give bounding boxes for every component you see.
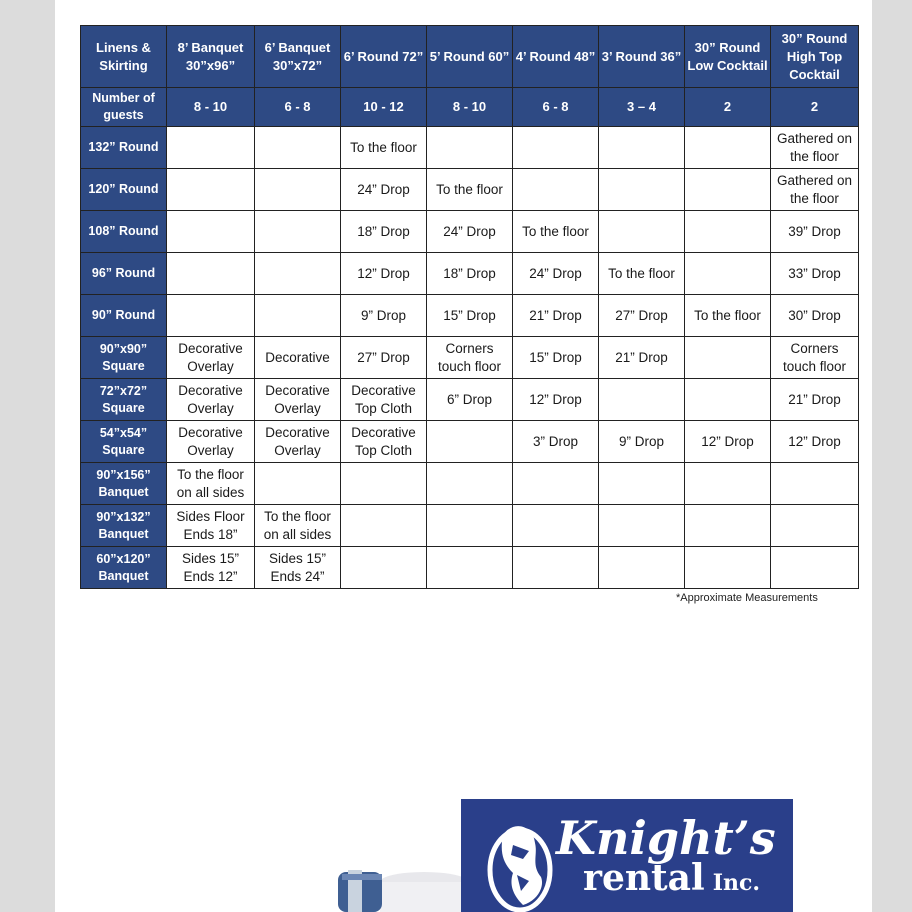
column-header: 6’ Banquet 30”x72”	[255, 26, 341, 88]
drop-cell	[167, 253, 255, 295]
drop-cell	[167, 127, 255, 169]
column-header: 4’ Round 48”	[513, 26, 599, 88]
drop-cell	[685, 127, 771, 169]
drop-cell: Corners touch floor	[771, 337, 859, 379]
knights-rental-logo	[461, 799, 793, 912]
drop-cell: 27” Drop	[599, 295, 685, 337]
drop-cell: 21” Drop	[513, 295, 599, 337]
corner-header: Linens & Skirting	[81, 26, 167, 88]
drop-cell	[685, 463, 771, 505]
drop-cell: Sides 15” Ends 24”	[255, 547, 341, 589]
drop-cell: Decorative Overlay	[167, 421, 255, 463]
guests-label: Number of guests	[81, 88, 167, 127]
drop-cell: 39” Drop	[771, 211, 859, 253]
drop-cell	[685, 211, 771, 253]
linen-size: 120” Round	[81, 169, 167, 211]
drop-cell: 33” Drop	[771, 253, 859, 295]
table-row	[81, 547, 859, 589]
linen-size: 96” Round	[81, 253, 167, 295]
drop-cell	[427, 463, 513, 505]
drop-cell	[255, 463, 341, 505]
guest-count: 10 - 12	[341, 88, 427, 127]
drop-cell: 18” Drop	[341, 211, 427, 253]
drop-cell	[599, 505, 685, 547]
drop-cell: To the floor	[599, 253, 685, 295]
guest-count: 2	[771, 88, 859, 127]
drop-cell: To the floor	[685, 295, 771, 337]
column-header: 5’ Round 60”	[427, 26, 513, 88]
column-header: 8’ Banquet 30”x96”	[167, 26, 255, 88]
drop-cell: 24” Drop	[427, 211, 513, 253]
drop-cell	[599, 169, 685, 211]
drop-cell: To the floor on all sides	[167, 463, 255, 505]
table-row	[81, 295, 859, 337]
column-header: 30” Round Low Cocktail	[685, 26, 771, 88]
drop-cell	[427, 421, 513, 463]
drop-cell	[427, 127, 513, 169]
drop-cell: To the floor	[513, 211, 599, 253]
linen-size: 90”x132” Banquet	[81, 505, 167, 547]
drop-cell	[685, 253, 771, 295]
guest-count: 6 - 8	[513, 88, 599, 127]
drop-cell: 21” Drop	[599, 337, 685, 379]
drop-cell	[599, 547, 685, 589]
drop-cell: Decorative Overlay	[255, 379, 341, 421]
drop-cell	[255, 127, 341, 169]
table-row	[81, 211, 859, 253]
drop-cell: Corners touch floor	[427, 337, 513, 379]
drop-cell: 15” Drop	[427, 295, 513, 337]
drop-cell	[341, 505, 427, 547]
drop-cell: To the floor on all sides	[255, 505, 341, 547]
drop-cell: Decorative Overlay	[255, 421, 341, 463]
drop-cell: Gathered on the floor	[771, 169, 859, 211]
drop-cell	[771, 547, 859, 589]
logo-subtitle: rental Inc.	[583, 857, 761, 899]
drop-cell	[255, 211, 341, 253]
drop-cell	[167, 211, 255, 253]
drop-cell	[599, 379, 685, 421]
drop-cell	[341, 463, 427, 505]
guests-row	[81, 88, 859, 127]
drop-cell	[599, 463, 685, 505]
drop-cell	[167, 169, 255, 211]
drop-cell: Decorative	[255, 337, 341, 379]
drop-cell	[771, 463, 859, 505]
table-photo	[338, 860, 468, 912]
drop-cell: 9” Drop	[341, 295, 427, 337]
drop-cell	[255, 169, 341, 211]
table-row	[81, 127, 859, 169]
drop-cell	[513, 169, 599, 211]
drop-cell: Decorative Top Cloth	[341, 421, 427, 463]
drop-cell	[427, 505, 513, 547]
guest-count: 2	[685, 88, 771, 127]
drop-cell	[685, 505, 771, 547]
drop-cell	[341, 547, 427, 589]
drop-cell	[685, 169, 771, 211]
drop-cell	[513, 463, 599, 505]
drop-cell	[513, 505, 599, 547]
drop-cell	[599, 127, 685, 169]
drop-cell: 15” Drop	[513, 337, 599, 379]
table-row	[81, 169, 859, 211]
drop-cell: Sides 15” Ends 12”	[167, 547, 255, 589]
drop-cell	[685, 337, 771, 379]
drop-cell: 9” Drop	[599, 421, 685, 463]
header-row	[81, 26, 859, 88]
table-row	[81, 505, 859, 547]
drop-cell: 12” Drop	[513, 379, 599, 421]
table-row	[81, 253, 859, 295]
drop-cell: To the floor	[427, 169, 513, 211]
guest-count: 6 - 8	[255, 88, 341, 127]
table-row	[81, 379, 859, 421]
drop-cell: Sides Floor Ends 18”	[167, 505, 255, 547]
knight-icon	[483, 815, 557, 912]
drop-cell: 24” Drop	[341, 169, 427, 211]
drop-cell: 12” Drop	[685, 421, 771, 463]
linen-size: 54”x54” Square	[81, 421, 167, 463]
linen-size: 132” Round	[81, 127, 167, 169]
column-header: 30” Round High Top Cocktail	[771, 26, 859, 88]
table-row	[81, 421, 859, 463]
drop-cell: 12” Drop	[341, 253, 427, 295]
drop-cell: 24” Drop	[513, 253, 599, 295]
drop-cell: To the floor	[341, 127, 427, 169]
drop-cell	[255, 253, 341, 295]
drop-cell: Decorative Overlay	[167, 379, 255, 421]
drop-cell: 30” Drop	[771, 295, 859, 337]
linen-size: 90” Round	[81, 295, 167, 337]
table-row	[81, 337, 859, 379]
drop-cell	[427, 547, 513, 589]
drop-cell	[685, 379, 771, 421]
linen-size: 90”x156” Banquet	[81, 463, 167, 505]
drop-cell	[255, 295, 341, 337]
linen-size-chart	[80, 25, 859, 589]
drop-cell: Gathered on the floor	[771, 127, 859, 169]
drop-cell	[513, 547, 599, 589]
drop-cell: 27” Drop	[341, 337, 427, 379]
table-row	[81, 463, 859, 505]
drop-cell: Decorative Top Cloth	[341, 379, 427, 421]
drop-cell	[685, 547, 771, 589]
drop-cell	[167, 295, 255, 337]
drop-cell: 18” Drop	[427, 253, 513, 295]
column-header: 6’ Round 72”	[341, 26, 427, 88]
drop-cell: 21” Drop	[771, 379, 859, 421]
linen-size: 60”x120” Banquet	[81, 547, 167, 589]
guest-count: 3 – 4	[599, 88, 685, 127]
linen-size: 72”x72” Square	[81, 379, 167, 421]
drop-cell	[599, 211, 685, 253]
drop-cell: 12” Drop	[771, 421, 859, 463]
logo-name: Knight’s	[556, 811, 776, 865]
footnote: *Approximate Measurements	[676, 592, 818, 604]
drop-cell: Decorative Overlay	[167, 337, 255, 379]
drop-cell	[771, 505, 859, 547]
guest-count: 8 - 10	[167, 88, 255, 127]
guest-count: 8 - 10	[427, 88, 513, 127]
drop-cell	[513, 127, 599, 169]
linen-size: 90”x90” Square	[81, 337, 167, 379]
linen-size: 108” Round	[81, 211, 167, 253]
drop-cell: 3” Drop	[513, 421, 599, 463]
column-header: 3’ Round 36”	[599, 26, 685, 88]
drop-cell: 6” Drop	[427, 379, 513, 421]
